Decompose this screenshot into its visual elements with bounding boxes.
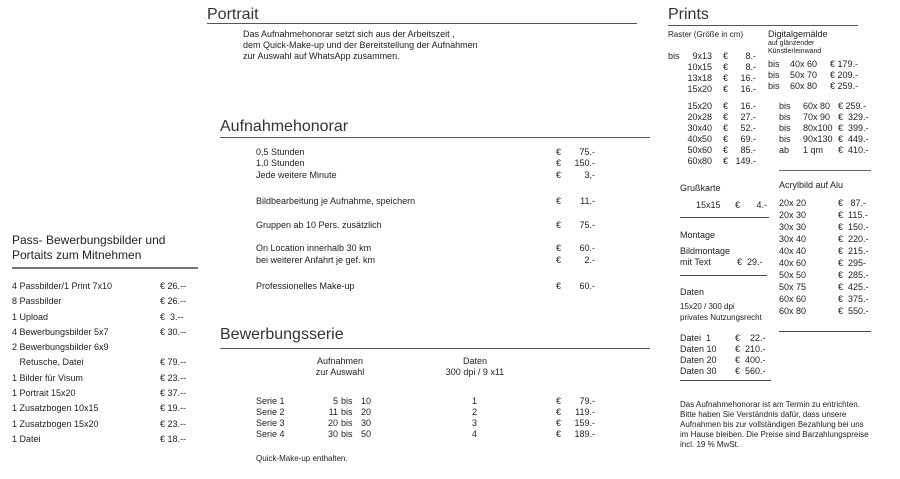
honorar-label: Gruppen ab 10 Pers. zusätzlich [256, 220, 382, 230]
digital-pre: bis [779, 101, 791, 111]
serie-to: 20 [361, 407, 372, 417]
raster-price: 16.- [740, 101, 756, 111]
raster-currency: € [723, 62, 729, 72]
honorar-price: 60.- [579, 281, 595, 291]
digital-size: 40x 60 [790, 59, 818, 69]
pass-row [12, 325, 202, 340]
digital-price: € 329.- [838, 112, 869, 122]
serie-daten: 1 [472, 396, 478, 406]
prints-bottom-clip [660, 101, 900, 408]
pass-price: € 26.-- [160, 281, 187, 291]
pass-row [12, 340, 202, 355]
raster-price: 149.- [735, 156, 756, 166]
honorar-divider [220, 137, 650, 138]
serie-label: Serie 1 [256, 396, 285, 406]
pass-price: € 23.-- [160, 372, 187, 383]
intro-line: Das Aufnahmehonorar setzt sich aus der Arbeitszeit , [243, 29, 455, 39]
raster-size: 10x15 [687, 62, 712, 72]
serie-daten: 2 [472, 407, 478, 417]
digital-pre: ab [779, 145, 790, 155]
raster-currency: € [723, 51, 729, 61]
portrait-divider [207, 23, 637, 24]
serie-from: 30 [327, 429, 338, 439]
pass-row [12, 417, 202, 432]
honorar-price: 11.- [580, 196, 595, 206]
acryl-price: € 295- [838, 258, 867, 268]
gruss-title: Grußkarte [680, 183, 721, 193]
pass-row [12, 279, 202, 294]
honorar-price: 75.- [579, 220, 595, 230]
raster-price: 16.- [740, 84, 756, 94]
honorar-title: Aufnahmehonorar [220, 118, 349, 135]
bewerbung-divider [220, 348, 650, 349]
daten-label: Daten 30 [680, 366, 717, 376]
pass-title-line: Pass- Bewerbungsbilder und [12, 233, 166, 247]
serie-label: Serie 2 [256, 407, 285, 417]
acryl-price: € 550.- [838, 306, 869, 316]
acryl-price: € 220.- [838, 234, 869, 244]
serie-bis: bis [341, 407, 353, 417]
raster-size: 50x60 [687, 145, 712, 155]
honorar-label: Bildbearbeitung je Aufnahme, speichern [256, 196, 416, 206]
raster-size: 30x40 [687, 123, 712, 133]
honorar-price: 60.- [579, 243, 595, 253]
footer-line: im Hause bleiben. Die Preise sind Barzahlungspreise [680, 430, 869, 439]
pass-label: 1 Datei [12, 433, 41, 444]
honorar-label: bei weiterer Anfahrt je gef. km [256, 255, 376, 265]
pass-price: € 18.-- [160, 433, 187, 444]
raster-pre: bis [668, 51, 680, 61]
raster-size: 13x18 [687, 73, 712, 83]
col-header-daten [430, 356, 520, 378]
pass-label: 1 Upload [12, 311, 49, 322]
digital-sub: Künstlerleinwand [768, 48, 822, 55]
raster-size: 20x28 [687, 112, 712, 122]
serie-to: 50 [361, 429, 372, 439]
acryl-size: 30x 40 [779, 234, 807, 244]
honorar-price: 3,- [584, 170, 595, 180]
pass-price: € 26.-- [160, 296, 187, 307]
honorar-currency: € [556, 196, 562, 206]
montage-title: Montage [680, 230, 716, 240]
intro-line: dem Quick-Make-up und der Bereitstellung der Aufnahmen [243, 40, 478, 50]
digital-pre: bis [768, 81, 780, 91]
acryl-size: 50x 50 [779, 270, 807, 280]
raster-price: 69.- [740, 134, 756, 144]
digital-size: 1 qm [803, 145, 824, 155]
digital-divider [779, 170, 871, 171]
daten-title: Daten [680, 287, 705, 297]
bewerbung-note: Quick-Make-up enthalten. [256, 454, 348, 463]
montage-line: mit Text [680, 257, 711, 267]
daten-line: privates Nutzungsrecht [680, 313, 762, 322]
col-header-aufnahmen [300, 356, 380, 378]
serie-from: 11 [328, 407, 338, 417]
acryl-size: 50x 75 [779, 282, 807, 292]
intro-line: zur Auswahl auf WhatsApp zusammen. [243, 51, 400, 61]
daten-label: Daten 20 [680, 355, 717, 365]
footer-line: Bitte haben Sie Verständnis dafür, dass unsere [680, 410, 847, 419]
footer-line: Das Aufnahmehonorar ist am Termin zu entrichten. [680, 400, 860, 409]
pass-label: 1 Bilder für Visum [12, 372, 83, 383]
prints-title: Prints [668, 6, 709, 23]
montage-line: Bildmontage [680, 246, 731, 256]
pass-label: 4 Passbilder/1 Print 7x10 [12, 281, 113, 291]
raster-size: 15x20 [687, 84, 712, 94]
honorar-currency: € [556, 281, 562, 291]
acryl-size: 40x 40 [779, 246, 807, 256]
honorar-currency: € [556, 170, 562, 180]
header-line: Daten [462, 356, 488, 366]
acryl-size: 60x 80 [779, 306, 807, 316]
honorar-label: 0,5 Stunden [256, 147, 305, 157]
raster-title: Raster (Größe in cm) [668, 30, 744, 39]
pass-title [12, 233, 165, 263]
raster-price: 52.- [740, 123, 756, 133]
honorar-label: 1,0 Stunden [256, 158, 305, 168]
digital-price: € 399.- [838, 123, 869, 133]
daten-divider [680, 380, 771, 381]
digital-size: 90x130 [803, 134, 833, 144]
prints-top-clip [660, 28, 900, 92]
raster-currency: € [723, 156, 729, 166]
gruss-currency: € [735, 200, 741, 210]
digital-size: 70x 90 [803, 112, 831, 122]
raster-currency: € [723, 73, 729, 83]
honorar-currency: € [556, 255, 562, 265]
serie-price: 159.- [574, 418, 595, 428]
pass-price: € 79.-- [160, 357, 187, 368]
honorar-currency: € [556, 158, 562, 168]
pass-label: Retusche, Datei [12, 357, 84, 368]
honorar-price: 2.- [584, 255, 595, 265]
pass-divider [12, 267, 198, 269]
serie-daten: 4 [472, 429, 478, 439]
serie-label: Serie 3 [256, 418, 285, 428]
pass-label: 1 Zusatzbogen 10x15 [12, 403, 99, 414]
honorar-currency: € [556, 243, 562, 253]
daten-price: € 400.- [735, 355, 766, 365]
serie-to: 10 [361, 396, 372, 406]
serie-bis: bis [341, 429, 353, 439]
pass-label: 1 Portrait 15x20 [12, 388, 76, 399]
acryl-size: 20x 30 [779, 210, 807, 220]
digital-sub: auf glänzender [768, 40, 815, 47]
raster-currency: € [723, 123, 729, 133]
acryl-title: Acrylbild auf Alu [779, 180, 844, 190]
pass-row [12, 355, 202, 370]
digital-size: 80x100 [803, 123, 833, 133]
pass-label: 1 Zusatzbogen 15x20 [12, 418, 99, 429]
acryl-size: 20x 20 [779, 198, 807, 208]
pass-price: € 23.-- [160, 418, 187, 429]
portrait-title: Portrait [207, 6, 259, 23]
raster-size: 40x50 [687, 134, 712, 144]
honorar-label: Jede weitere Minute [256, 170, 337, 180]
footer-line: incl. 19 % MwSt. [680, 440, 740, 449]
serie-bis: bis [341, 396, 353, 406]
raster-currency: € [723, 112, 729, 122]
raster-price: 8.- [745, 51, 756, 61]
header-line: zur Auswahl [315, 367, 365, 377]
pass-label: 2 Bewerbungsbilder 6x9 [12, 342, 109, 353]
raster-price: 8.- [745, 62, 756, 72]
pass-row [12, 386, 202, 401]
acryl-price: € 425.- [838, 282, 869, 292]
daten-label: Daten 10 [680, 344, 717, 354]
pass-price: € 19.-- [160, 403, 187, 414]
portrait-intro [243, 29, 623, 62]
acryl-size: 30x 30 [779, 222, 807, 232]
honorar-label: On Location innerhalb 30 km [256, 243, 372, 253]
raster-size: 15x20 [687, 101, 712, 111]
raster-currency: € [723, 134, 729, 144]
digital-price: € 259.- [830, 81, 859, 91]
gruss-price: 4.- [756, 200, 767, 210]
raster-currency: € [723, 84, 729, 94]
serie-currency: € [556, 429, 562, 439]
serie-price: 189.- [574, 429, 595, 439]
digital-size: 60x 80 [803, 101, 831, 111]
serie-price: 79.- [579, 396, 595, 406]
pass-row [12, 432, 202, 447]
daten-line: 15x20 / 300 dpi [680, 302, 735, 311]
honorar-label: Professionelles Make-up [256, 281, 355, 291]
gruss-size: 15x15 [696, 200, 721, 210]
digital-pre: bis [779, 123, 791, 133]
digital-price: € 179.- [830, 59, 859, 69]
acryl-size: 60x 60 [779, 294, 807, 304]
prints-divider [668, 25, 858, 26]
serie-from: 20 [327, 418, 338, 428]
acryl-price: € 285.- [838, 270, 869, 280]
digital-size: 50x 70 [790, 70, 818, 80]
serie-currency: € [556, 396, 562, 406]
honorar-currency: € [556, 220, 562, 230]
digital-title: Digitalgemälde [768, 29, 828, 39]
digital-price: € 410.- [838, 145, 869, 155]
pass-price: € 3.-- [160, 311, 184, 322]
header-line: Aufnahmen [316, 356, 364, 366]
digital-size: 60x 80 [790, 81, 818, 91]
montage-price: € 29.- [737, 257, 763, 267]
pass-row [12, 371, 202, 386]
raster-price: 16.- [740, 73, 756, 83]
serie-daten: 3 [472, 418, 478, 428]
honorar-price: 75.- [579, 147, 595, 157]
pass-price: € 30.-- [160, 326, 187, 337]
pass-row [12, 310, 202, 325]
acryl-price: € 215.- [838, 246, 869, 256]
raster-currency: € [723, 101, 729, 111]
montage-divider [680, 275, 767, 276]
gruss-divider [680, 217, 769, 218]
pass-price: € 37.-- [160, 388, 187, 399]
acryl-price: € 87.- [838, 198, 867, 208]
serie-bis: bis [341, 418, 353, 428]
raster-size: 9x13 [692, 51, 712, 61]
digital-price: € 209.- [830, 70, 859, 80]
footer-line: Aufnahmen bis zur vollständigen Bezahlung bei uns [680, 420, 864, 429]
pass-title-line: Portaits zum Mitnehmen [12, 248, 142, 262]
serie-currency: € [556, 407, 562, 417]
serie-from: 5 [332, 396, 338, 406]
digital-price: € 449.- [838, 134, 869, 144]
raster-currency: € [723, 145, 729, 155]
acryl-size: 40x 60 [779, 258, 807, 268]
pass-label: 8 Passbilder [12, 296, 62, 307]
acryl-divider [779, 331, 871, 332]
acryl-price: € 115.- [838, 210, 868, 220]
digital-price: € 259.- [838, 101, 867, 111]
raster-price: 85.- [740, 145, 756, 155]
bewerbung-title: Bewerbungsserie [220, 326, 344, 343]
daten-price: € 22.- [735, 333, 766, 343]
digital-pre: bis [768, 70, 780, 80]
serie-to: 30 [361, 418, 372, 428]
digital-pre: bis [768, 59, 780, 69]
digital-pre: bis [779, 112, 791, 122]
serie-label: Serie 4 [256, 429, 285, 439]
pass-row [12, 294, 202, 309]
daten-label: Datei 1 [680, 333, 712, 343]
serie-price: 119.- [575, 407, 595, 417]
honorar-price: 150.- [574, 158, 595, 168]
acryl-price: € 375.- [838, 294, 869, 304]
acryl-price: € 150.- [838, 222, 869, 232]
raster-price: 27.- [740, 112, 756, 122]
digital-pre: bis [779, 134, 791, 144]
daten-price: € 210.- [735, 344, 766, 354]
pass-row [12, 401, 202, 416]
pass-label: 4 Bewerbungsbilder 5x7 [12, 326, 109, 337]
honorar-currency: € [556, 147, 562, 157]
serie-currency: € [556, 418, 562, 428]
prints-footer [680, 400, 900, 450]
daten-price: € 560.- [735, 366, 766, 376]
header-line: 300 dpi / 9 x11 [445, 367, 505, 377]
raster-size: 60x80 [687, 156, 712, 166]
pass-list [12, 279, 202, 447]
